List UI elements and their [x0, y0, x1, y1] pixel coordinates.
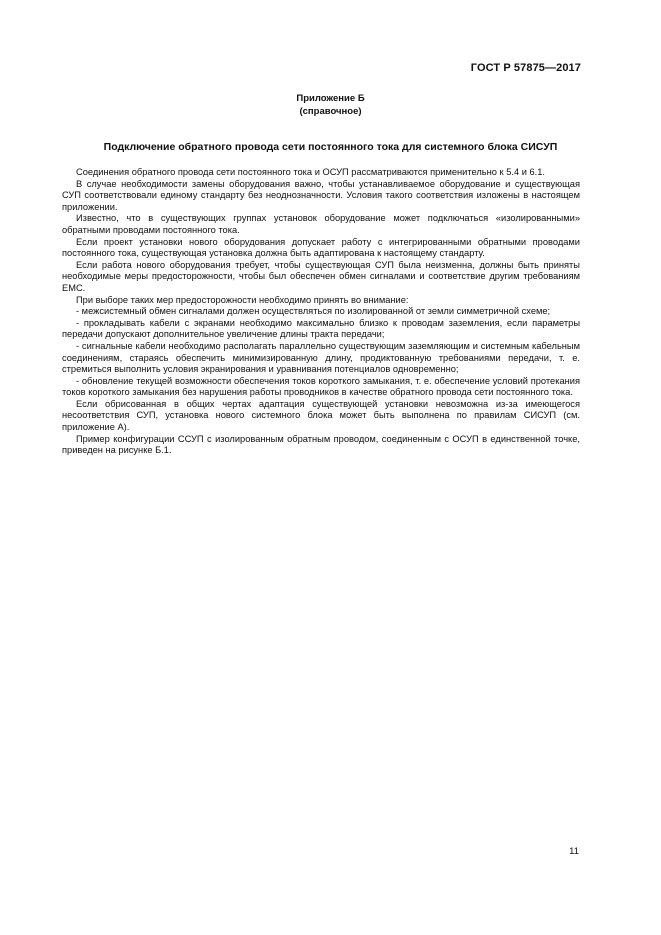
paragraph: При выборе таких мер предосторожности необходимо принять во внимание: [76, 294, 409, 305]
paragraph: Соединения обратного провода сети постоянного тока и ОСУП рассматриваются применительно к 5.4 и 6.1. [76, 167, 545, 177]
appendix-label: Приложение Б [296, 93, 365, 104]
paragraph: В случае необходимости замены оборудования важно, чтобы устанавливаемое оборудование и существующая СУП соответствовали единому стандарту без неоднозначности. Условия такого соответствия изложены в настоящем приложении. [62, 178, 580, 212]
page-number: 11 [569, 846, 579, 857]
section-title: Подключение обратного провода сети постоянного тока для системного блока СИСУП [103, 141, 558, 153]
document-code: ГОСТ Р 57875—2017 [470, 62, 581, 74]
list-item: - межсистемный обмен сигналами должен осуществляться по изолированной от земли симметричной схеме; [76, 306, 551, 317]
list-item: - сигнальные кабели необходимо располагать параллельно существующим заземляющим и системным кабельным соединениям, стараясь обеспечить минимизированную длину, продиктованную требованиями передачи, т. е. стремиться выполнить условия экранирования и уравнивания потенциалов одновременно; [62, 340, 580, 375]
body-text [62, 167, 580, 457]
paragraph: Пример конфигурации ССУП с изолированным обратным проводом, соединенным с ОСУП в единственной точке, приведен на рисунке Б.1. [62, 433, 580, 456]
appendix-heading [0, 92, 661, 118]
paragraph: Если обрисованная в общих чертах адаптация существующей установки невозможна из-за имеющегося несоответствия СУП, установка нового системного блока может быть выполнена по правилам СИСУП (см. приложение А). [62, 398, 580, 433]
paragraph: Если работа нового оборудования требует, чтобы существующая СУП была неизменна, должны быть приняты необходимые меры предосторожности, чтобы был обеспечен обмен сигналами и соответствие другим требованиям ЕМС. [62, 259, 580, 293]
list-item: - обновление текущей возможности обеспечения токов короткого замыкания, т. е. обеспечение условий протекания токов короткого замыкания без нарушения работы проводников в качестве обратного провода сети постоянного тока. [62, 375, 580, 398]
paragraph: Известно, что в существующих группах установок оборудование может подключаться «изолированными» обратными проводами постоянного тока. [62, 213, 580, 235]
appendix-type: (справочное) [299, 106, 362, 117]
list-item: - прокладывать кабели с экранами необходимо максимально близко к проводам заземления, если параметры передачи допускают дополнительное увеличение длины тракта передачи; [62, 317, 580, 340]
paragraph: Если проект установки нового оборудования допускает работу с интегрированными обратными проводами постоянного тока, существующая установка должна быть адаптирована к настоящему стандарту. [62, 236, 580, 259]
